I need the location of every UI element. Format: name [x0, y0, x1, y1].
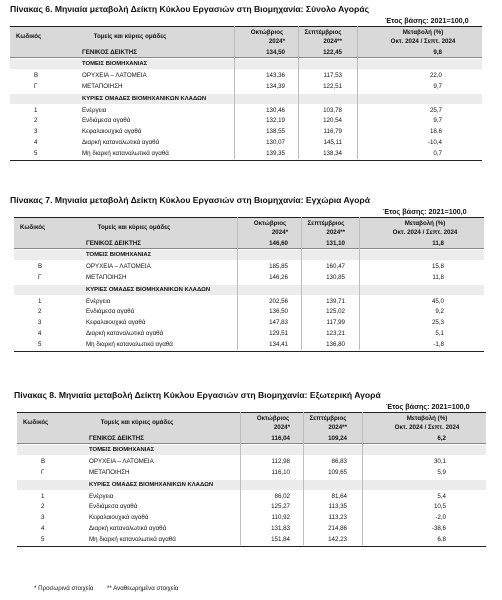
table-row	[10, 126, 482, 136]
table-row	[14, 317, 484, 327]
row-change-value: 11,8	[432, 240, 444, 247]
row-label: ΜΕΤΑΠΟΙΗΣΗ	[89, 468, 130, 476]
row-code: 1	[34, 106, 38, 114]
column-divider	[234, 26, 235, 159]
total-row	[14, 238, 484, 249]
table-row	[14, 272, 484, 282]
row-label: Διαρκή καταναλωτικά αγαθά	[86, 330, 164, 338]
table-block	[0, 390, 502, 580]
header-sep-year: 2024**	[328, 424, 347, 431]
row-oct-value: 110,92	[271, 514, 290, 522]
row-label: Ενέργεια	[89, 492, 114, 500]
row-code: 5	[34, 150, 38, 158]
header-oct-year: 2024*	[268, 38, 285, 45]
row-label: ΓΕΝΙΚΟΣ ΔΕΙΚΤΗΣ	[82, 49, 137, 56]
row-label: Κεφαλαιουχικά αγαθά	[82, 128, 142, 136]
header-oct-year: 2024*	[271, 229, 288, 236]
row-change-value: 25,3	[431, 319, 444, 327]
row-sep-value: 117,99	[326, 319, 345, 327]
column-divider	[303, 412, 304, 545]
table-row	[17, 501, 486, 511]
row-sep-value: 142,23	[328, 536, 347, 544]
row-change-value: 9,2	[435, 308, 444, 316]
section-title: ΤΟΜΕΙΣ ΒΙΟΜΗΧΑΝΙΑΣ	[89, 446, 155, 453]
header-change: Μεταβολή (%)	[406, 415, 448, 422]
row-sep-value: 130,85	[326, 273, 345, 281]
section-title: ΤΟΜΕΙΣ ΒΙΟΜΗΧΑΝΙΑΣ	[86, 251, 152, 258]
section-title: ΚΥΡΙΕΣ ΟΜΑΔΕΣ ΒΙΟΜΗΧΑΝΙΚΩΝ ΚΛΑΔΩΝ	[86, 286, 211, 293]
row-change-value: 15,8	[431, 262, 444, 270]
row-label: Ενδιάμεσα αγαθά	[86, 308, 135, 316]
row-code: 1	[41, 492, 45, 500]
row-sep-value: 214,86	[328, 525, 347, 533]
column-divider	[359, 217, 360, 350]
row-label: ΟΡΥΧΕΙΑ – ΛΑΤΟΜΕΙΑ	[89, 457, 154, 465]
footnote	[34, 585, 178, 592]
row-label: Ενδιάμεσα αγαθά	[89, 503, 138, 511]
table-bottom-rule	[10, 160, 482, 161]
column-divider	[362, 412, 363, 545]
row-sep-value: 160,47	[326, 262, 345, 270]
header-oct-year: 2024*	[273, 424, 290, 431]
row-code: 2	[38, 308, 42, 316]
table-row	[17, 512, 486, 522]
table-title: Πίνακας 7. Μηνιαία μεταβολή Δείκτη Κύκλου Εργασιών στη Βιομηχανία: Εγχώρια Αγορά	[10, 195, 371, 205]
row-label: Μη διαρκή καταναλωτικά αγαθά	[89, 536, 176, 544]
header-sep-month: Σεπτέμβριος	[307, 220, 345, 227]
data-table	[17, 412, 486, 572]
header-code: Κωδικός	[16, 33, 42, 40]
row-oct-value: 151,84	[271, 536, 290, 544]
row-oct-value: 129,51	[269, 330, 288, 338]
row-code: 2	[34, 117, 38, 125]
row-code: Γ	[34, 82, 38, 90]
row-oct-value: 146,60	[269, 240, 288, 247]
base-year-label: Έτος βάσης: 2021=100,0	[386, 402, 470, 411]
table-bottom-rule	[17, 546, 486, 547]
table-row	[14, 296, 484, 306]
column-divider	[298, 26, 299, 159]
row-change-value: 18,6	[429, 128, 442, 136]
row-code: 3	[41, 514, 45, 522]
row-code: B	[41, 457, 46, 465]
row-sep-value: 123,21	[326, 330, 345, 338]
row-oct-value: 130,07	[266, 139, 285, 147]
section-groups	[17, 480, 486, 490]
row-label: ΓΕΝΙΚΟΣ ΔΕΙΚΤΗΣ	[86, 240, 141, 247]
footnote-revised: ** Αναθεωρημένα στοιχεία	[106, 585, 179, 592]
row-label: Ενέργεια	[82, 106, 107, 114]
row-code: Γ	[41, 468, 45, 476]
table-row	[17, 467, 486, 477]
column-divider	[237, 217, 238, 350]
header-sep-year: 2024**	[326, 229, 345, 236]
row-sep-value: 125,02	[326, 308, 345, 316]
header-sectors: Τομείς και κύριες ομάδες	[97, 224, 171, 231]
row-sep-value: 138,34	[323, 150, 342, 158]
row-oct-value: 139,35	[266, 150, 285, 158]
table-row	[14, 328, 484, 338]
row-change-value: 9,7	[433, 117, 442, 125]
row-code: 4	[34, 139, 38, 147]
header-oct-month: Οκτώβριος	[253, 220, 287, 227]
row-change-value: 10,5	[433, 503, 446, 511]
header-change-period: Οκτ. 2024 / Σεπτ. 2024	[390, 38, 456, 45]
row-code: 4	[41, 525, 45, 533]
column-divider	[301, 217, 302, 350]
table-row	[14, 339, 484, 349]
header-sep-month: Σεπτέμβριος	[304, 29, 342, 36]
row-label: Μη διαρκή καταναλωτικά αγαθά	[82, 150, 169, 158]
table-row	[14, 261, 484, 271]
row-label: Διαρκή καταναλωτικά αγαθά	[82, 139, 160, 147]
section-title: ΚΥΡΙΕΣ ΟΜΑΔΕΣ ΒΙΟΜΗΧΑΝΙΚΩΝ ΚΛΑΔΩΝ	[89, 481, 214, 488]
row-code: 3	[34, 128, 38, 136]
row-oct-value: 147,83	[269, 319, 288, 327]
row-change-value: 5,9	[437, 468, 446, 476]
row-sep-value: 136,80	[326, 341, 345, 349]
row-oct-value: 112,98	[271, 457, 290, 465]
row-change-value: 11,8	[432, 273, 444, 281]
row-sep-value: 103,78	[323, 106, 342, 114]
table-title: Πίνακας 6. Μηνιαία μεταβολή Δείκτη Κύκλου Εργασιών στη Βιομηχανία: Σύνολο Αγοράς	[10, 4, 370, 14]
row-oct-value: 116,04	[271, 435, 290, 442]
row-code: 3	[38, 319, 42, 327]
header-change-period: Οκτ. 2024 / Σεπτ. 2024	[392, 229, 458, 236]
row-sep-value: 113,35	[328, 503, 347, 511]
table-title: Πίνακας 8. Μηνιαία μεταβολή Δείκτη Κύκλου Εργασιών στη Βιομηχανία: Εξωτερική Αγορά	[14, 390, 381, 400]
row-sep-value: 116,79	[323, 128, 342, 136]
header-change-period: Οκτ. 2024 / Σεπτ. 2024	[394, 424, 460, 431]
row-change-value: 30,1	[433, 457, 446, 465]
table-block	[0, 4, 502, 194]
row-change-value: 9,8	[433, 49, 442, 56]
header-oct-month: Οκτώβριος	[250, 29, 284, 36]
row-code: 5	[41, 536, 45, 544]
table-row	[14, 306, 484, 316]
base-year-label: Έτος βάσης: 2021=100,0	[383, 207, 467, 216]
table-row	[10, 105, 482, 115]
table-block	[0, 195, 502, 385]
row-code: 1	[38, 297, 42, 305]
header-change: Μεταβολή (%)	[404, 220, 446, 227]
row-change-value: -38,6	[431, 525, 446, 533]
row-label: Ενέργεια	[86, 297, 111, 305]
row-code: Γ	[38, 273, 42, 281]
total-row	[17, 433, 486, 444]
section-sectors	[17, 445, 486, 455]
table-row	[10, 137, 482, 147]
row-change-value: 0,7	[433, 150, 442, 158]
row-sep-value: 113,23	[328, 514, 347, 522]
row-oct-value: 136,50	[269, 308, 288, 316]
column-divider	[240, 412, 241, 545]
row-change-value: 5,4	[437, 492, 446, 500]
table-row	[17, 534, 486, 544]
data-table	[10, 26, 482, 186]
row-oct-value: 86,02	[274, 492, 290, 500]
footnote-provisional: * Προσωρινά στοιχεία	[34, 585, 94, 592]
row-label: Κεφαλαιουχικά αγαθά	[89, 514, 149, 522]
table-row	[10, 115, 482, 125]
row-oct-value: 131,83	[271, 525, 290, 533]
row-label: ΟΡΥΧΕΙΑ – ΛΑΤΟΜΕΙΑ	[82, 71, 147, 79]
header-code: Κωδικός	[23, 419, 49, 426]
header-oct-month: Οκτώβριος	[256, 415, 290, 422]
row-label: ΜΕΤΑΠΟΙΗΣΗ	[86, 273, 127, 281]
row-change-value: 45,0	[431, 297, 444, 305]
column-divider	[357, 26, 358, 159]
table-header	[10, 26, 482, 48]
row-code: 2	[41, 503, 45, 511]
row-oct-value: 116,10	[271, 468, 290, 476]
section-sectors	[14, 250, 484, 260]
row-change-value: 25,7	[429, 106, 442, 114]
header-code: Κωδικός	[20, 224, 46, 231]
header-change: Μεταβολή (%)	[402, 29, 444, 36]
row-oct-value: 185,85	[269, 262, 288, 270]
row-oct-value: 202,56	[269, 297, 288, 305]
row-oct-value: 143,36	[266, 71, 285, 79]
row-sep-value: 131,10	[326, 240, 345, 247]
section-title: ΚΥΡΙΕΣ ΟΜΑΔΕΣ ΒΙΟΜΗΧΑΝΙΚΩΝ ΚΛΑΔΩΝ	[82, 95, 207, 102]
row-sep-value: 122,51	[323, 82, 342, 90]
row-label: ΟΡΥΧΕΙΑ – ΛΑΤΟΜΕΙΑ	[86, 262, 151, 270]
total-row	[10, 47, 482, 58]
row-label: Διαρκή καταναλωτικά αγαθά	[89, 525, 167, 533]
table-header	[17, 412, 486, 434]
base-year-label: Έτος βάσης: 2021=100,0	[385, 16, 469, 25]
row-sep-value: 145,11	[323, 139, 342, 147]
section-groups	[10, 94, 482, 104]
row-label: Κεφαλαιουχικά αγαθά	[86, 319, 146, 327]
row-code: B	[38, 262, 43, 270]
table-bottom-rule	[14, 351, 484, 352]
row-change-value: -10,4	[427, 139, 442, 147]
row-change-value: 5,1	[435, 330, 444, 338]
row-change-value: 9,7	[433, 82, 442, 90]
header-sectors: Τομείς και κύριες ομάδες	[100, 419, 174, 426]
row-sep-value: 139,71	[326, 297, 345, 305]
row-change-value: 6,8	[437, 536, 446, 544]
table-row	[17, 491, 486, 501]
row-sep-value: 81,64	[331, 492, 347, 500]
section-groups	[14, 285, 484, 295]
row-sep-value: 117,53	[323, 71, 342, 79]
row-label: Ενδιάμεσα αγαθά	[82, 117, 131, 125]
table-header	[14, 217, 484, 239]
row-label: Μη διαρκή καταναλωτικά αγαθά	[86, 341, 173, 349]
table-row	[17, 456, 486, 466]
row-sep-value: 86,83	[331, 457, 347, 465]
row-sep-value: 109,65	[328, 468, 347, 476]
data-table	[14, 217, 484, 377]
header-sep-month: Σεπτέμβριος	[309, 415, 347, 422]
section-sectors	[10, 59, 482, 69]
row-oct-value: 132,19	[266, 117, 285, 125]
row-oct-value: 134,39	[266, 82, 285, 90]
header-sep-year: 2024**	[323, 38, 342, 45]
header-sectors: Τομείς και κύριες ομάδες	[93, 33, 167, 40]
row-label: ΓΕΝΙΚΟΣ ΔΕΙΚΤΗΣ	[89, 435, 144, 442]
row-change-value: -1,8	[433, 341, 444, 349]
table-row	[17, 523, 486, 533]
row-change-value: 6,2	[437, 435, 446, 442]
row-oct-value: 130,46	[266, 106, 285, 114]
row-sep-value: 109,24	[328, 435, 347, 442]
row-oct-value: 138,55	[266, 128, 285, 136]
row-change-value: 22,0	[429, 71, 442, 79]
row-change-value: -2,0	[435, 514, 446, 522]
row-label: ΜΕΤΑΠΟΙΗΣΗ	[82, 82, 123, 90]
row-oct-value: 125,27	[271, 503, 290, 511]
table-row	[10, 70, 482, 80]
row-oct-value: 134,41	[269, 341, 288, 349]
table-row	[10, 81, 482, 91]
row-code: B	[34, 71, 39, 79]
row-sep-value: 120,54	[323, 117, 342, 125]
row-code: 4	[38, 330, 42, 338]
row-sep-value: 122,45	[323, 49, 342, 56]
table-row	[10, 148, 482, 158]
row-oct-value: 146,26	[269, 273, 288, 281]
row-oct-value: 134,50	[266, 49, 285, 56]
row-code: 5	[38, 341, 42, 349]
section-title: ΤΟΜΕΙΣ ΒΙΟΜΗΧΑΝΙΑΣ	[82, 60, 148, 67]
